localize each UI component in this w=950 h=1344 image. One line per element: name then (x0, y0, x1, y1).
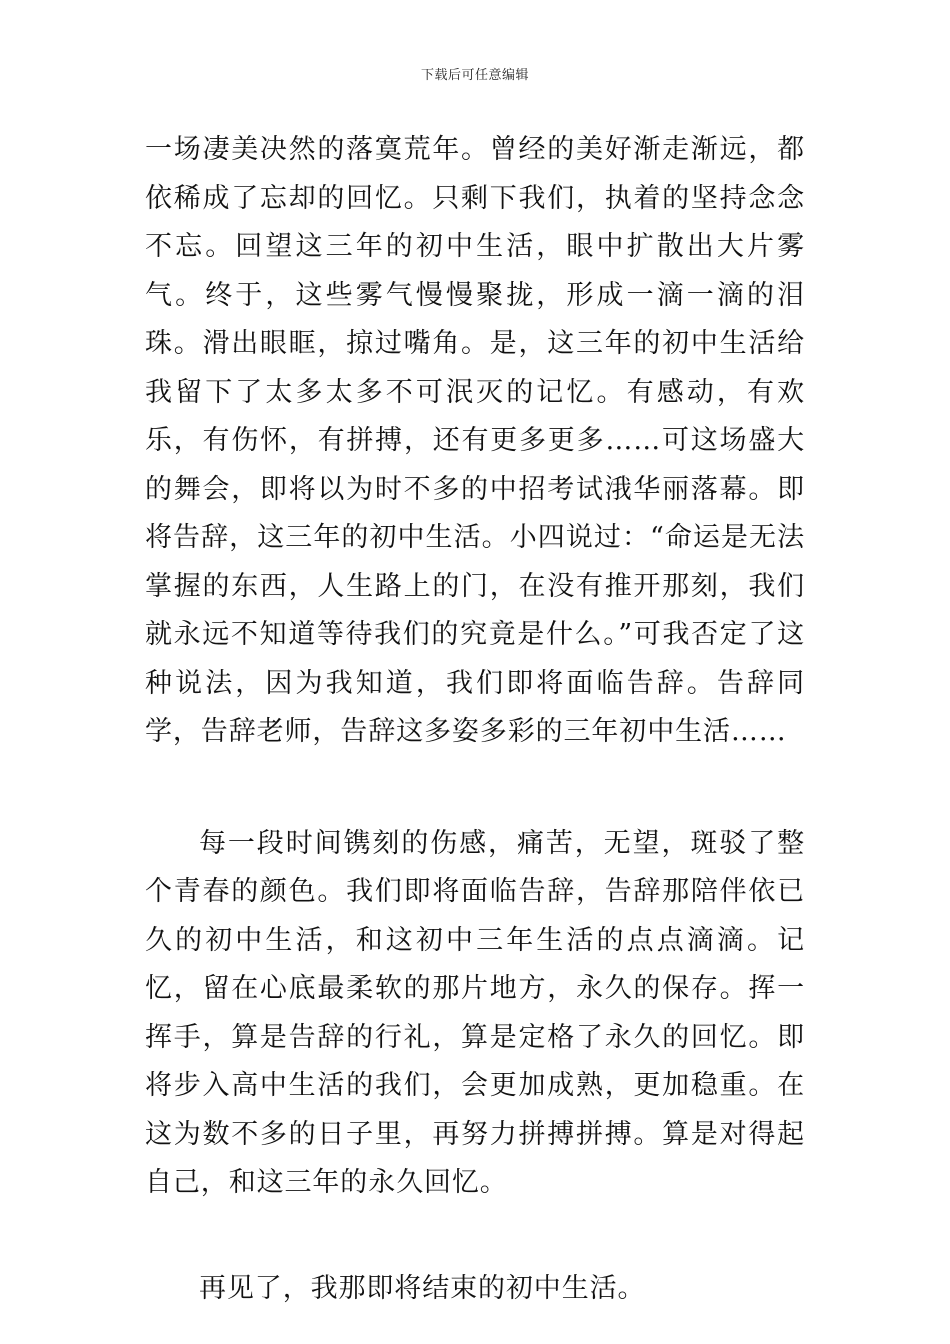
document-body (145, 126, 805, 1313)
paragraph-spacer (145, 757, 805, 820)
paragraph-3: 再见了，我那即将结束的初中生活。 (199, 1272, 646, 1304)
paragraph-2: 每一段时间镌刻的伤感，痛苦，无望，斑驳了整个青春的颜色。我们即将面临告辞，告辞那陪伴依已久的初中生活，和这初中三年生活的点点滴滴。记忆，留在心底最柔软的那片地方，永久的保存。挥一挥手，算是告辞的行礼，算是定格了永久的回忆。即将步入高中生活的我们，会更加成熟，更加稳重。在这为数不多的日子里，再努力拼搏拼搏。算是对得起自己，和这三年的永久回忆。 (145, 827, 805, 1198)
paragraph-spacer (145, 1208, 805, 1265)
paragraph-1: 一场凄美决然的落寞荒年。曾经的美好渐走渐远，都依稀成了忘却的回忆。只剩下我们，执着的坚持念念不忘。回望这三年的初中生活，眼中扩散出大片雾气。终于，这些雾气慢慢聚拢，形成一滴一滴的泪珠。滑出眼眶，掠过嘴角。是，这三年的初中生活给我留下了太多太多不可泯灭的记忆。有感动，有欢乐，有伤怀，有拼搏，还有更多更多……可这场盛大的舞会，即将以为时不多的中招考试涐华丽落幕。即将告辞，这三年的初中生活。小四说过：“命运是无法掌握的东西，人生路上的门，在没有推开那刻，我们就永远不知道等待我们的究竟是什么。”可我否定了这种说法，因为我知道，我们即将面临告辞。告辞同学，告辞老师，告辞这多姿多彩的三年初中生活…… (145, 134, 805, 747)
page-header: 下载后可任意编辑 (420, 68, 529, 83)
